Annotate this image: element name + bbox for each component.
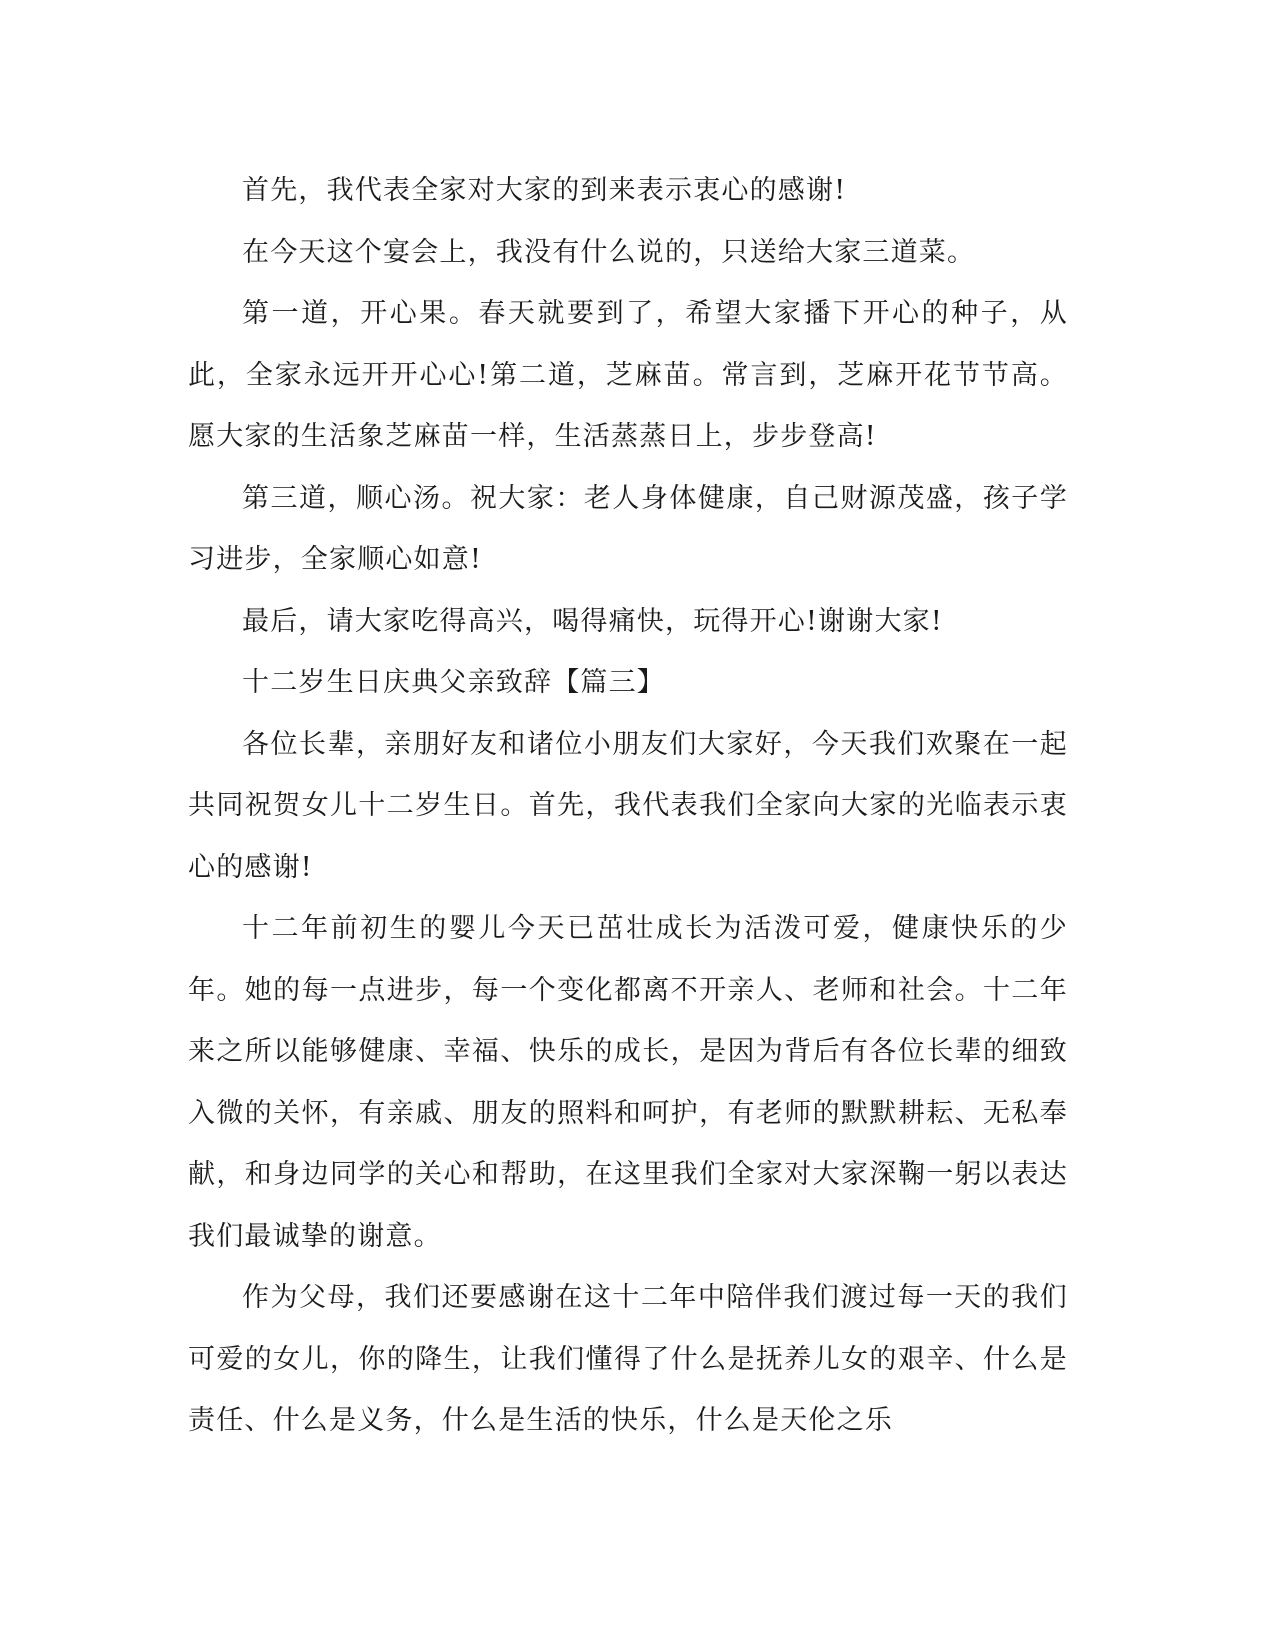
paragraph-4: 第三道，顺心汤。祝大家：老人身体健康，自己财源茂盛，孩子学习进步，全家顺心如意! [188, 482, 1068, 575]
paragraph-2: 在今天这个宴会上，我没有什么说的，只送给大家三道菜。 [242, 236, 976, 268]
paragraph-7: 十二年前初生的婴儿今天已茁壮成长为活泼可爱，健康快乐的少年。她的每一点进步，每一个变化都离不开亲人、老师和社会。十二年来之所以能够健康、幸福、快乐的成长，是因为背后有各位长辈的细致入微的关怀，有亲戚、朋友的照料和呵护，有老师的默默耕耘、无私奉献，和身边同学的关心和帮助，在这里我们全家对大家深鞠一躬以表达我们最诚挚的谢意。 [188, 913, 1068, 1252]
paragraph-8: 作为父母，我们还要感谢在这十二年中陪伴我们渡过每一天的我们可爱的女儿，你的降生，让我们懂得了什么是抚养儿女的艰辛、什么是责任、什么是义务，什么是生活的快乐，什么是天伦之乐 [188, 1282, 1068, 1436]
paragraph-6: 各位长辈，亲朋好友和诸位小朋友们大家好，今天我们欢聚在一起共同祝贺女儿十二岁生日。首先，我代表我们全家向大家的光临表示衷心的感谢! [188, 728, 1068, 883]
paragraph-3: 第一道，开心果。春天就要到了，希望大家播下开心的种子，从此，全家永远开开心心!第二道，芝麻苗。常言到，芝麻开花节节高。愿大家的生活象芝麻苗一样，生活蒸蒸日上，步步登高! [188, 298, 1068, 452]
section-heading: 十二岁生日庆典父亲致辞【篇三】 [242, 667, 665, 698]
document-body [188, 160, 1068, 1452]
paragraph-1: 首先，我代表全家对大家的到来表示衷心的感谢! [242, 175, 847, 206]
paragraph-5: 最后，请大家吃得高兴，喝得痛快，玩得开心!谢谢大家! [242, 605, 943, 637]
